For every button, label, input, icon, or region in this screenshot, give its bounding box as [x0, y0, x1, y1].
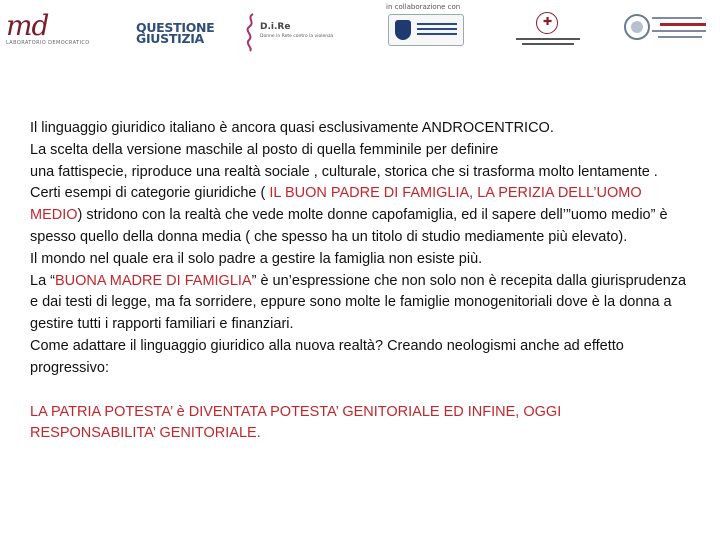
consiglio-logo — [622, 12, 716, 60]
logo-bar — [0, 0, 720, 62]
paragraph-4-start: Certi esempi di categorie giuridiche ( — [30, 185, 270, 202]
md-logo-caption: LABORATORIO DEMOCRATICO — [6, 40, 90, 46]
questione-giustizia-logo — [136, 22, 216, 44]
dire-logo-icon — [244, 12, 258, 52]
collaboration-label: in collaborazione con — [386, 3, 461, 11]
buona-madre-highlight: BUONA MADRE DI FAMIGLIA — [55, 272, 252, 289]
paragraph-4 — [30, 183, 690, 248]
questione-giustizia-line1: QUESTIONE — [136, 20, 215, 35]
conclusion-text: LA PATRIA POTESTA’ è DIVENTATA POTESTA’ GENITORIALE ED INFINE, OGGI RESPONSABILITA’ GENITORIALE. — [30, 403, 562, 442]
seal-logo — [508, 12, 588, 52]
dire-logo-subtitle: Donne in Rete contro la violenza — [260, 34, 334, 39]
paragraph-4-end: ) stridono con la realtà che vede molte donne capofamiglia, ed il sapere dell’”uomo medio” è spesso quello della donna media ( che spesso ha un titolo di studio mediamente più elevato). — [30, 207, 668, 245]
dire-logo — [244, 12, 344, 52]
cross-icon: ✚ — [543, 15, 553, 28]
paragraph-6-start: La “ — [30, 272, 55, 289]
paragraph-6 — [30, 271, 690, 336]
md-logo-mark: md — [6, 9, 49, 42]
emblem-icon — [395, 20, 411, 40]
paragraph-3: una fattispecie, riproduce una realtà sociale , culturale, storica che si trasforma molto lentamente . — [30, 163, 658, 180]
paragraph-2: La scelta della versione maschile al posto di quella femminile per definire — [30, 141, 499, 158]
legal-categories-highlight: IL BUON PADRE DI FAMIGLIA, LA PERIZIA DELL’UOMO MEDIO — [30, 185, 642, 224]
paragraph-7: Come adattare il linguaggio giuridico alla nuova realtà? Creando neologismi anche ad effetto progressivo: — [30, 337, 624, 376]
paragraph-6-end: ” è un’espressione che non solo non è recepita dalla giurisprudenza e dai testi di legge, ma fa sorridere, eppure sono molte le famiglie monogenitoriali dove è la donna a gestire tutti i rapporti familiari e finanziari. — [30, 272, 687, 333]
paragraph-5: Il mondo nel quale era il solo padre a gestire la famiglia non esiste più. — [30, 250, 483, 267]
emblem-text-lines — [417, 23, 457, 38]
dire-logo-name: D.i.Re — [260, 22, 291, 32]
collab-emblem-logo — [388, 14, 464, 46]
main-text — [30, 118, 690, 445]
md-logo — [6, 9, 92, 50]
paragraph-1: Il linguaggio giuridico italiano è ancora quasi esclusivamente ANDROCENTRICO. — [30, 120, 554, 136]
questione-giustizia-line2: GIUSTIZIA — [136, 31, 204, 46]
